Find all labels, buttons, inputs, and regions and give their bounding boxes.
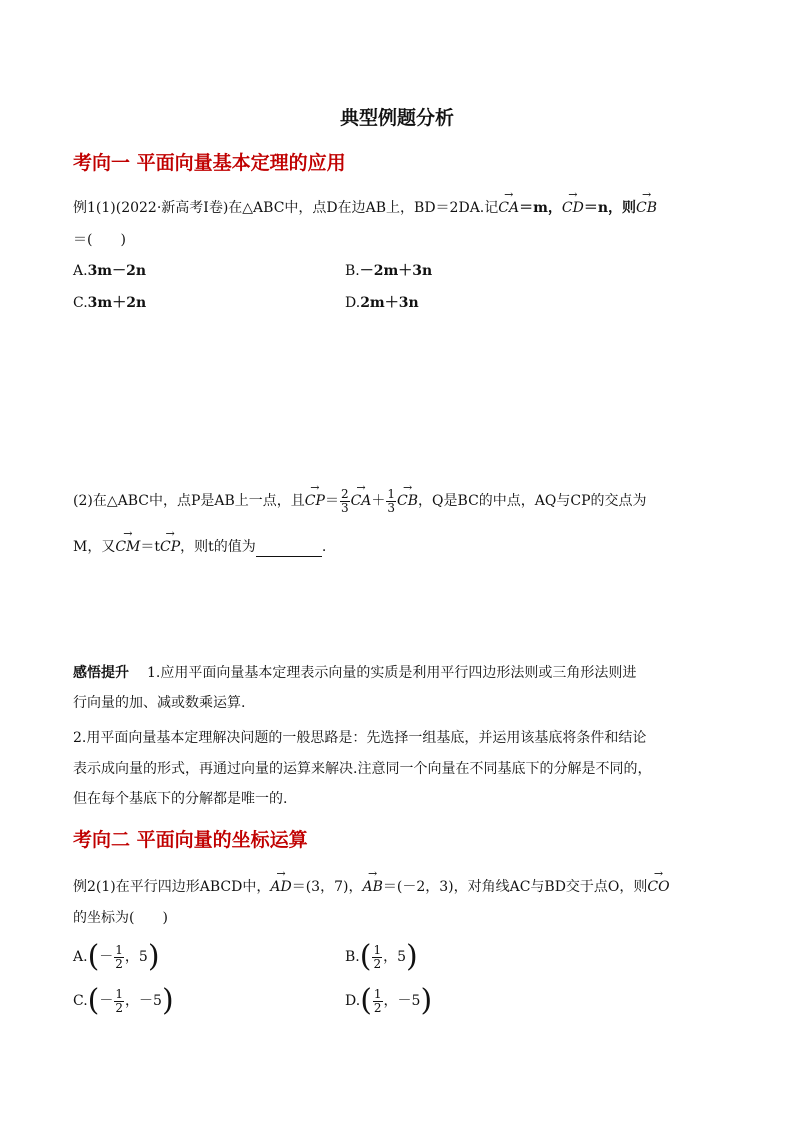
insight-line-1: 感悟提升 1.应用平面向量基本定理表示向量的实质是利用平行四边形法则或三角形法则进 xyxy=(73,665,637,681)
answer-blank xyxy=(256,542,322,557)
insight-line-5: 但在每个基底下的分解都是唯一的. xyxy=(73,791,288,807)
answer-paren: ＝( ) xyxy=(73,232,126,248)
example-2-line-2: 的坐标为( ) xyxy=(73,910,168,926)
vector-CB: → CB xyxy=(636,191,657,218)
vector-CB-2: → CB xyxy=(397,484,418,511)
vector-CA-2: → CA xyxy=(351,484,372,511)
section-heading-1: 考向一 平面向量基本定理的应用 xyxy=(73,152,346,174)
option-2A: A.(－ $\frac{1}{2}$ ，5) xyxy=(73,939,160,974)
vector-CO: → CO xyxy=(647,870,669,897)
insight-label: 感悟提升 xyxy=(73,665,129,681)
vector-CD: → CD xyxy=(562,191,584,218)
example-2-question: 例2(1)在平行四边形ABCD中，→ AD＝(3，7)，→ AB＝(－2，3)，对角线AC与BD交于点O，则→ CO xyxy=(73,870,670,897)
section-heading-2: 考向二 平面向量的坐标运算 xyxy=(73,829,308,851)
insight-line-4: 表示成向量的形式，再通过向量的运算来解决.注意同一个向量在不同基底下的分解是不同的， xyxy=(73,761,652,777)
option-2C: C.(－ $\frac{1}{2}$ ，－5) xyxy=(73,983,174,1018)
vector-CP: → CP xyxy=(305,484,325,511)
option-A: A.3m－2n xyxy=(73,263,147,279)
example-1-part-2: (2)在△ABC中，点P是AB上一点，且→ CP＝ $\frac{2}{3}$ → CA＋ $\frac{1}{3}$ → CB，Q是BC的中点，AQ与CP的交点为 xyxy=(73,484,647,515)
fraction-one-third: $\frac{1}{3}$ xyxy=(387,486,396,515)
option-B: B.－2m＋3n xyxy=(345,263,433,279)
option-C: C.3m＋2n xyxy=(73,295,147,311)
page-title: 典型例题分析 xyxy=(339,107,454,129)
vector-CA: → CA xyxy=(498,191,519,218)
insight-line-3: 2.用平面向量基本定理解决问题的一般思路是：先选择一组基底，并运用该基底将条件和结论 xyxy=(73,730,647,746)
option-2B: B.( $\frac{1}{2}$ ，5) xyxy=(345,939,418,974)
vector-AD: → AD xyxy=(270,870,291,897)
insight-line-2: 行向量的加、减或数乘运算. xyxy=(73,695,246,711)
option-2D: D.( $\frac{1}{2}$ ，－5) xyxy=(345,983,433,1018)
option-D: D.2m＋3n xyxy=(345,295,419,311)
vector-CP-2: → CP xyxy=(160,530,180,557)
fraction-two-thirds: $\frac{2}{3}$ xyxy=(340,486,349,515)
example-1-part-2-line-2: M，又→ CM＝t→ CP，则t的值为 . xyxy=(73,530,326,557)
vector-AB: → AB xyxy=(362,870,382,897)
vector-CM: → CM xyxy=(115,530,140,557)
example-label: 例1 xyxy=(73,200,96,216)
example-1-question: 例1(1)(2022·新高考Ⅰ卷)在△ABC中，点D在边AB上，BD＝2DA.记→ CA＝m，→ CD＝n，则→ CB xyxy=(73,191,657,218)
